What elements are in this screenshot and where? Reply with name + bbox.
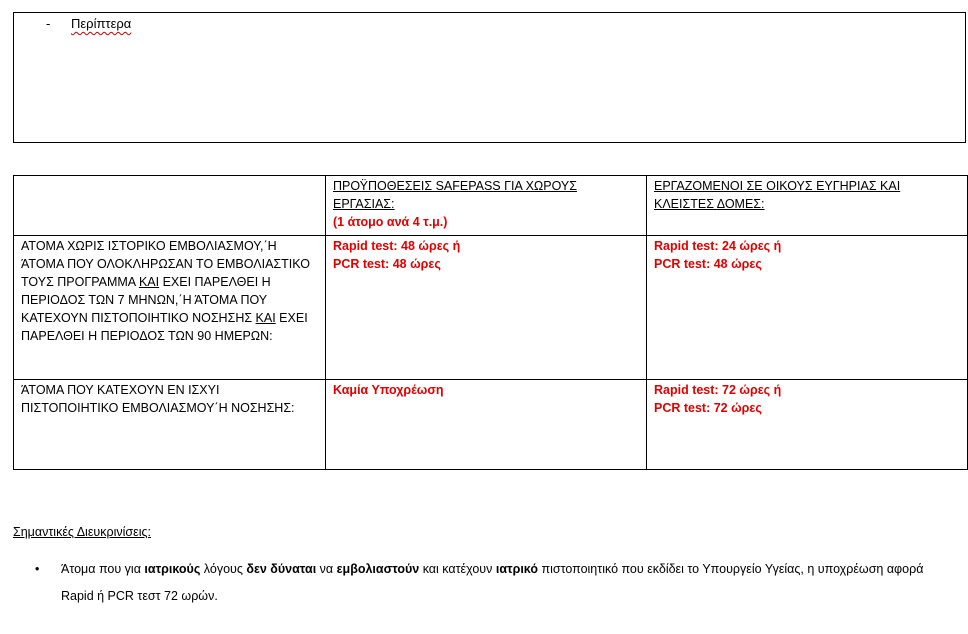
header-care-homes [647,176,968,236]
requirements-table [13,175,968,470]
header-safepass [326,176,647,236]
pcr-test-value: PCR test: 48 ώρες [333,257,441,271]
row2-safepass-value [326,380,647,470]
list-item-text: Περίπτερα [71,16,132,31]
rapid-test-value: Rapid test: 72 ώρες ή [654,383,782,397]
note-text: Άτομα που για ιατρικούς λόγους δεν δύναται να εμβολιαστούν και κατέχουν ιατρικό πιστοποιητικό που εκδίδει το Υπουργείο Υγείας, η υποχρέωση αφορά Rapid ή PCR τεστ 72 ωρών. [61,562,924,603]
row2-care-value [647,380,968,470]
dash-bullet: - [46,16,51,31]
row1-safepass-value [326,236,647,380]
rapid-test-value: Rapid test: 24 ώρες ή [654,239,782,253]
table-row [14,236,968,380]
header-care-homes-title: ΕΡΓΑΖΟΜΕΝΟΙ ΣΕ ΟΙΚΟΥΣ ΕΥΓΗΡΙΑΣ ΚΑΙ ΚΛΕΙΣΤΕΣ ΔΟΜΕΣ: [654,179,901,211]
top-text-box [13,12,966,143]
pcr-test-value: PCR test: 72 ώρες [654,401,762,415]
note-item [35,556,940,610]
row-label-certificate: ΆΤΟΜΑ ΠΟΥ ΚΑΤΕΧΟΥΝ ΕΝ ΙΣΧΥΙ ΠΙΣΤΟΠΟΙΗΤΙΚΟ ΕΜΒΟΛΙΑΣΜΟΥ΄Η ΝΟΣΗΣΗΣ: [14,380,326,470]
table-row [14,380,968,470]
header-safepass-note: (1 άτομο ανά 4 τ.μ.) [333,215,448,229]
no-obligation-value: Καμία Υποχρέωση [333,383,444,397]
bullet-icon: • [35,562,40,576]
row-label-unvaccinated: ΑΤΟΜΑ ΧΩΡΙΣ ΙΣΤΟΡΙΚΟ ΕΜΒΟΛΙΑΣΜΟΥ,΄Η ΆΤΟΜΑ ΠΟΥ ΟΛΟΚΛΗΡΩΣΑΝ ΤΟ ΕΜΒΟΛΙΑΣΤΙΚΟ ΤΟΥΣ ΠΡΟΓΡΑΜΜΑ ΚΑΙ ΕΧΕΙ ΠΑΡΕΛΘΕΙ Η ΠΕΡΙΟΔΟΣ ΤΩΝ 7 ΜΗΝΩΝ,΄Η ΆΤΟΜΑ ΠΟΥ ΚΑΤΕΧΟΥΝ ΠΙΣΤΟΠΟΙΗΤΙΚΟ ΝΟΣΗΣΗΣ ΚΑΙ ΕΧΕΙ ΠΑΡΕΛΘΕΙ Η ΠΕΡΙΟΔΟΣ ΤΩΝ 90 ΗΜΕΡΩΝ: [14,236,326,380]
list-item [46,16,131,31]
header-safepass-title: ΠΡΟΫΠΟΘΕΣΕΙΣ SAFEPASS ΓΙΑ ΧΩΡΟΥΣ ΕΡΓΑΣΙΑΣ: [333,179,577,211]
pcr-test-value: PCR test: 48 ώρες [654,257,762,271]
table-header-row [14,176,968,236]
rapid-test-value: Rapid test: 48 ώρες ή [333,239,461,253]
notes-title: Σημαντικές Διευκρινίσεις: [13,525,151,539]
header-empty-cell [14,176,326,236]
row1-care-value [647,236,968,380]
